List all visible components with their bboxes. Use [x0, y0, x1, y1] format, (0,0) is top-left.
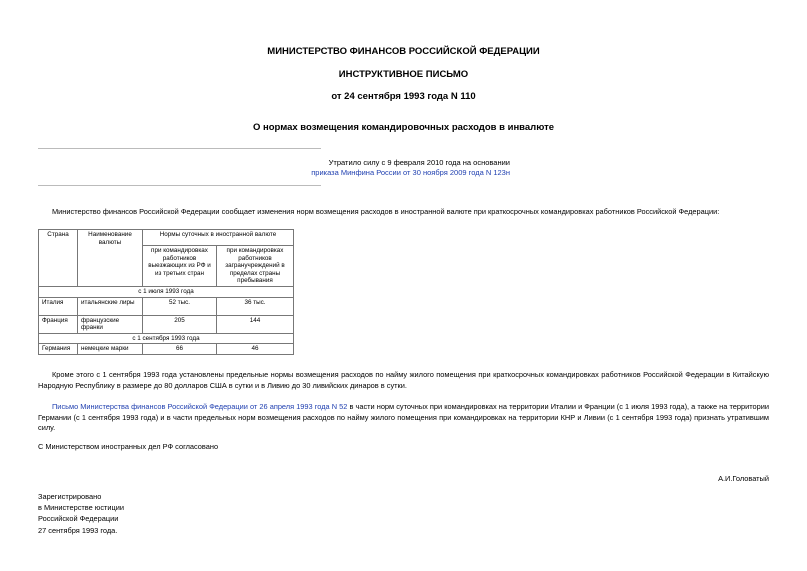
doc-date-number: от 24 сентября 1993 года N 110 [331, 91, 476, 102]
registration-block [38, 491, 124, 536]
header-country: Страна [39, 230, 78, 287]
agreed-note: С Министерством иностранных дел РФ согласовано [38, 442, 219, 451]
registration-line: в Министерстве юстиции [38, 503, 125, 513]
status-note-text: Утратило силу с 9 февраля 2010 года на основании [328, 158, 510, 167]
cell-norm-abroad: 36 тыс. [217, 297, 294, 315]
cell-currency: французские франки [78, 315, 143, 333]
repeal-text: в части норм суточных при командировках на территории Италии и Франции (с 1 июля 1993 года), а также на территории Германии (с 1 сентября 1993 года) и в части предельных норм возмещения расходов по найму жилого помещения при командировках на территории КНР и Ливии (с 1 сентября 1993 года) признать утратившим силу. [38, 402, 769, 432]
ministry-title: МИНИСТЕРСТВО ФИНАНСОВ РОССИЙСКОЙ ФЕДЕРАЦИИ [267, 46, 540, 57]
cell-country: Италия [39, 297, 78, 315]
table-row [39, 344, 294, 355]
header-sub-abroad: при командировках работников загранучреждений в пределах страны пребывания [217, 246, 294, 287]
cell-norm-travel: 205 [143, 315, 217, 333]
paragraph-repeal [38, 402, 769, 434]
section-september: с 1 сентября 1993 года [39, 333, 294, 344]
cell-currency: итальянские лиры [78, 297, 143, 315]
intro-paragraph: Министерство финансов Российской Федерации сообщает изменения норм возмещения расходов в иностранной валюте при краткосрочных командировках работников Российской Федерации: [52, 207, 720, 216]
registration-line: 27 сентября 1993 года. [38, 525, 118, 535]
repealed-letter-link[interactable]: Письмо Министерства финансов Российской Федерации от 26 апреля 1993 года N 52 [52, 402, 348, 411]
cell-currency: немецкие марки [78, 344, 143, 355]
paragraph-housing-limits: Кроме этого с 1 сентября 1993 года установлены предельные нормы возмещения расходов по найму жилого помещения при краткосрочных командировках работников Российской Федерации в Китайскую Народную Республику в размере до 80 долларов США в сутки и в Ливию до 30 ливийских динаров в сутки. [38, 370, 769, 390]
divider-top [38, 148, 321, 149]
registration-line: Российской Федерации [38, 514, 119, 524]
doc-type: ИНСТРУКТИВНОЕ ПИСЬМО [338, 69, 469, 80]
table-section-row [39, 287, 294, 298]
table-section-row [39, 333, 294, 344]
header-currency: Наименование валюты [78, 230, 143, 287]
cell-norm-travel: 52 тыс. [143, 297, 217, 315]
registration-line: Зарегистрировано [38, 492, 102, 501]
norms-table [38, 229, 294, 355]
cell-country: Франция [39, 315, 78, 333]
divider-bottom [38, 185, 321, 186]
status-note [300, 158, 510, 178]
cell-norm-abroad: 144 [217, 315, 294, 333]
cell-norm-abroad: 46 [217, 344, 294, 355]
table-row [39, 315, 294, 333]
header-norms: Нормы суточных в иностранной валюте [143, 230, 294, 246]
section-july: с 1 июля 1993 года [39, 287, 294, 298]
status-note-link[interactable]: приказа Минфина России от 30 ноября 2009 года N 123н [311, 168, 510, 177]
table-row [39, 297, 294, 315]
doc-subject: О нормах возмещения командировочных расходов в инвалюте [252, 122, 555, 133]
table-header-row [39, 230, 294, 246]
cell-country: Германия [39, 344, 78, 355]
signature: А.И.Головатый [718, 474, 769, 483]
header-sub-travel: при командировках работников выезжающих из РФ и из третьих стран [143, 246, 217, 287]
cell-norm-travel: 66 [143, 344, 217, 355]
